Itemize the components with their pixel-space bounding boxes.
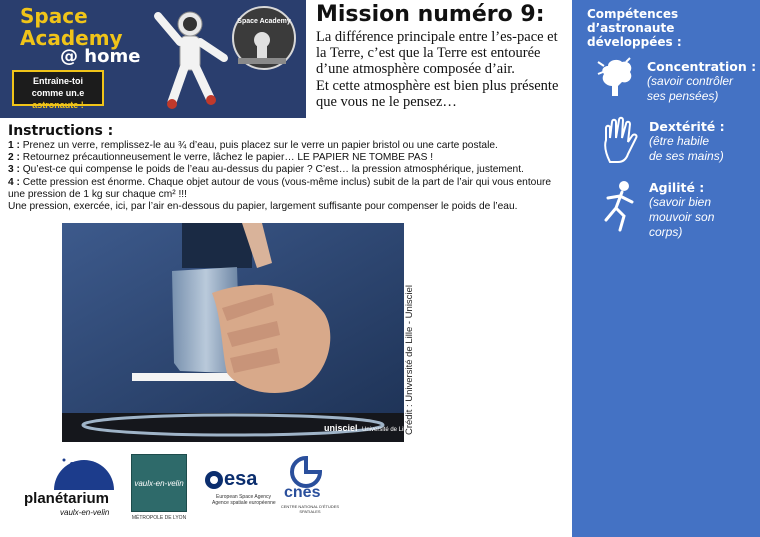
instructions-title: Instructions :	[8, 123, 114, 139]
hand-icon	[602, 118, 638, 164]
lille-watermark: Université de Lille	[362, 427, 410, 433]
step-number: 3 :	[8, 164, 20, 176]
planetarium-subname: vaulx-en-velin	[60, 508, 110, 517]
esa-name: esa	[224, 468, 258, 490]
instruction-step	[8, 177, 568, 201]
brain-icon	[596, 56, 636, 100]
skill-desc-agility: (savoir bien mouvoir son corps)	[649, 195, 715, 239]
instructions-conclusion: Une pression, exercée, ici, par l’air en-dessous du papier, largement suffisante pour compenser le poids de l’eau.	[8, 201, 518, 213]
banner-tagline	[12, 70, 104, 110]
step-number: 4 :	[8, 176, 20, 188]
cnes-emblem-icon	[290, 456, 322, 486]
instruction-step	[8, 140, 568, 152]
mission-paragraph-2: Et cette atmosphère est bien plus présente que vous ne le pensez…	[316, 77, 559, 110]
instruction-step	[8, 164, 568, 176]
running-person-icon	[600, 180, 640, 232]
step-text: Cette pression est énorme. Chaque objet autour de vous (vous-même inclus) subit de la part de l’air qui vous entoure une pression de 1 kg sur chaque cm² !!!	[8, 176, 552, 200]
esa-subname-en: European Space Agency	[216, 494, 272, 500]
space-academy-seal	[232, 6, 296, 70]
step-text: Qu’est-ce qui compense le poids de l’eau au-dessus du papier ? C’est… la pression atmosphérique, justement.	[19, 164, 524, 176]
photo-credit-text: Crédit : Université de Lille - Unisciel	[404, 285, 415, 435]
mission-paragraph-1: La différence principale entre l’es-pace et la Terre, c’est que la Terre est entourée d’une atmosphère composée d’air.	[316, 29, 558, 78]
instructions-list	[8, 140, 568, 213]
skill-name-agility: Agilité :	[649, 180, 705, 195]
planetarium-logo	[24, 456, 120, 518]
mission-description	[316, 29, 564, 110]
step-number: 2 :	[8, 152, 20, 164]
skill-desc-concentration: (savoir contrôler ses pensées)	[647, 74, 734, 103]
banner-tag-line1: Entraîne-toi	[32, 76, 83, 86]
step-text: Retournez précautionneusement le verre, lâchez le papier… LE PAPIER NE TOMBE PAS !	[19, 152, 434, 164]
unisciel-watermark: unisciel	[324, 423, 358, 433]
skills-sidebar	[572, 0, 760, 537]
astronaut-illustration	[150, 6, 230, 114]
vaulx-en-velin-logo	[131, 454, 187, 520]
skill-name-concentration: Concentration :	[647, 59, 757, 74]
cnes-logo	[280, 456, 340, 514]
instruction-step	[8, 152, 568, 164]
step-number: 1 :	[8, 140, 20, 151]
banner-tag-line2: comme un.e	[31, 88, 85, 98]
skills-title: Compétences d’astronaute développées :	[587, 7, 682, 49]
vaulx-badge	[131, 454, 187, 512]
esa-logo	[204, 468, 276, 512]
cnes-subname: CENTRE NATIONAL D’ÉTUDES SPATIALES	[280, 504, 340, 514]
banner-title-line1: Space	[20, 4, 88, 28]
mission-title: Mission numéro 9:	[316, 2, 545, 27]
vaulx-name: vaulx-en-velin	[134, 479, 184, 488]
esa-subname-fr: Agence spatiale européenne	[212, 500, 276, 506]
space-academy-banner	[0, 0, 306, 118]
banner-title-line2: Academy	[20, 26, 123, 50]
cnes-name: cnes	[284, 484, 321, 501]
planetarium-name: planétarium	[24, 490, 110, 507]
esa-emblem-icon	[204, 470, 224, 490]
step-text: Prenez un verre, remplissez-le au ¾ d’eau, puis placez sur le verre un papier bristol ou une carte postale.	[19, 140, 498, 151]
banner-title-line3: @ home	[60, 46, 141, 67]
seal-text: Space Academy	[237, 18, 291, 25]
skill-desc-dexterity: (être habile de ses mains)	[649, 134, 724, 163]
seal-astronaut-icon	[232, 6, 292, 66]
banner-tag-line3: astronaute !	[32, 100, 84, 110]
photo-credit	[404, 223, 420, 442]
vaulx-subname: MÉTROPOLE DE LYON	[131, 515, 187, 521]
skill-name-dexterity: Dextérité :	[649, 119, 725, 134]
